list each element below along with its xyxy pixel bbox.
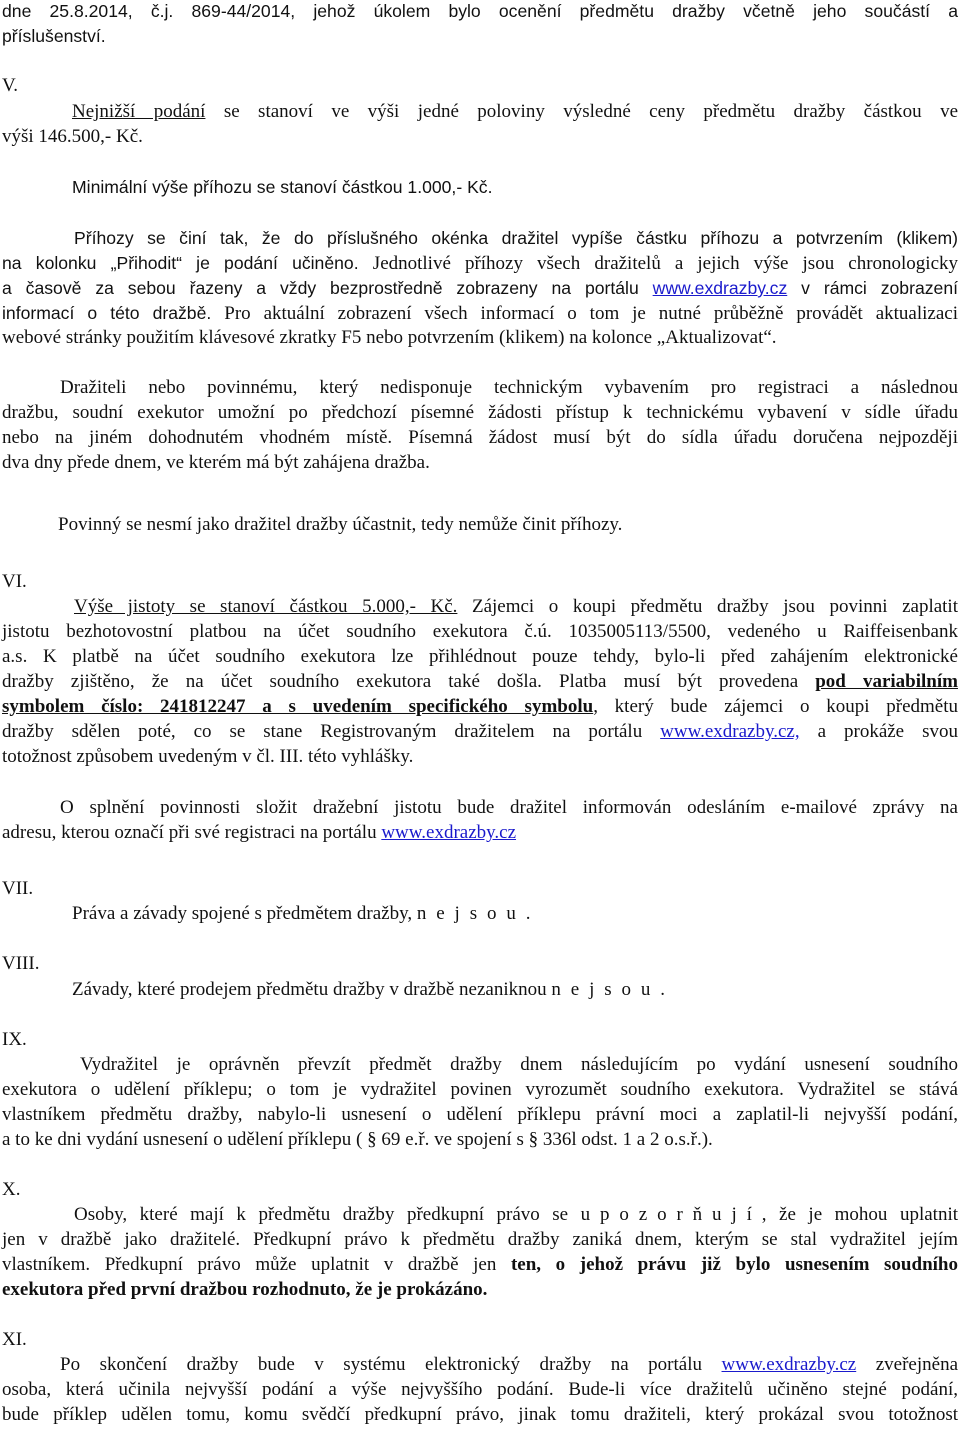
exdrazby-link-2[interactable]: www.exdrazby.cz, [660, 721, 800, 742]
sec5-p4-line1: Dražiteli nebo povinnému, který nedisponuje technickým vybavením pro registraci a následnou [60, 377, 958, 398]
sec11-line3: bude příklep udělen tomu, komu svědčí předkupní právo, jinak tomu dražiteli, který prokázal svou totožnost [2, 1404, 958, 1425]
sec5-heading: V. [2, 75, 19, 96]
sec7-text-main: Práva a závady spojené s předmětem dražby, [72, 903, 417, 924]
sec10-line3-bold: ten, o jehož právu již bylo usnesením soudního [510, 1254, 958, 1275]
sec7-heading: VII. [2, 878, 34, 899]
sec5-p3-line3a: a časově za sebou řazeny a vždy bezprostředně zobrazeny na portálu [2, 278, 653, 298]
sec6-line6a: dražby sdělen poté, co se stane Registrovaným dražitelem na portálu [2, 721, 661, 742]
sec6-p2-line2 [2, 822, 516, 844]
sec5-p3-line4b: Pro aktuální zobrazení všech informací o tom je nutné průběžně provádět aktualizaci [224, 303, 958, 324]
sec6-line7: totožnost způsobem uvedeným v čl. III. této vyhlášky. [2, 746, 414, 767]
sec7-spaced: nejsou. [416, 903, 541, 924]
sec11-heading: XI. [2, 1329, 27, 1350]
sec5-p1-line1 [2, 101, 958, 123]
sec11-line1a: Po skončení dražby bude v systému elektronický dražby na portálu [60, 1354, 722, 1375]
sec9-line2: exekutora o udělení příklepu; o tom je vydražitel povinen vyrozumět soudního exekutora. Vydražitel se stává [2, 1079, 958, 1100]
sec4-line2: příslušenství. [2, 26, 106, 46]
sec5-p3-line4a: informací o této dražbě. [2, 303, 225, 323]
sec10-line2: jen v dražbě jako dražitelé. Předkupní právo k předmětu dražby zaniká dnem, kterým se stal vydražitel jejím [2, 1229, 958, 1250]
sec5-p4-line4: dva dny přede dnem, ve kterém má být zahájena dražba. [2, 452, 430, 473]
sec10-line4: exekutora před první dražbou rozhodnuto, že je prokázáno. [2, 1279, 488, 1300]
sec5-p3-line4 [2, 302, 958, 325]
sec6-p2-line1: O splnění povinnosti složit dražební jistotu bude dražitel informován odesláním e-mailové zprávy na [60, 797, 958, 818]
sec6-line6b: a prokáže svou [799, 721, 958, 742]
sec6-p2-line2a: adresu, kterou označí při své registraci na portálu [2, 822, 382, 843]
sec5-p5: Povinný se nesmí jako dražitel dražby účastnit, tedy nemůže činit příhozy. [58, 514, 623, 535]
sec11-line1 [2, 1354, 958, 1376]
sec9-line4: a to ke dni vydání usnesení o udělení příklepu ( § 69 e.ř. ve spojení s § 336l odst. 1 a 2 o.s.ř.). [2, 1129, 713, 1150]
sec5-p4-line2: dražbu, soudní exekutor umožní po předchozí písemné žádosti přístup k technickému vybavení v sídle úřadu [2, 402, 958, 423]
sec9-heading: IX. [2, 1029, 27, 1050]
sec10-line1 [2, 1204, 958, 1226]
sec8-text [72, 979, 675, 1001]
sec6-line4a: dražby zjištěno, že na účet soudního exekutora také došla. Platba musí být provedena [2, 671, 816, 692]
sec6-line4 [2, 671, 958, 693]
sec10-spaced: upozorňují [580, 1204, 762, 1225]
sec5-p4-line3: nebo na jiném dohodnutém vhodném místě. Písemná žádost musí být do sídla úřadu doručena nejpozději [2, 427, 958, 448]
variable-symbol-label: pod variabilním [815, 671, 958, 692]
exdrazby-link-3[interactable]: www.exdrazby.cz [381, 822, 517, 843]
sec6-line5-rest: , který bude zájemci o koupi předmětu [593, 696, 958, 717]
sec8-text-main: Závady, které prodejem předmětu dražby v dražbě nezaniknou [72, 979, 552, 1000]
variable-symbol-number: symbolem číslo: 241812247 a s uvedením specifického symbolu [2, 696, 594, 717]
deposit-amount: Výše jistoty se stanoví částkou 5.000,- Kč. [74, 596, 458, 617]
sec10-heading: X. [2, 1179, 21, 1200]
sec10-line3a: vlastníkem. Předkupní právo může uplatnit v dražbě jen [2, 1254, 511, 1275]
sec6-line1-rest: Zájemci o koupi předmětu dražby jsou povinni zaplatit [457, 596, 958, 617]
sec6-line3: a.s. K platbě na účet soudního exekutora lze přihlédnout pouze tehdy, bylo-li před zahájením elektronické [2, 646, 958, 667]
sec5-p3-line5: webové stránky použitím klávesové zkratky F5 nebo potvrzením (klikem) na kolonce „Aktualizovat“. [2, 327, 777, 348]
sec10-line1b: , že je mohou uplatnit [761, 1204, 959, 1225]
sec11-line2: osoba, která učinila nejvyšší podání a výše nejvyššího podání. Bude-li více dražitelů učiněno stejné podání, [2, 1379, 958, 1400]
sec5-p3-line2 [2, 252, 958, 275]
sec5-min-increment: Minimální výše příhozu se stanoví částkou 1.000,- Kč. [72, 177, 493, 197]
sec7-text [72, 903, 540, 925]
sec6-heading: VI. [2, 571, 27, 592]
sec5-p1-line2: výši 146.500,- Kč. [2, 126, 143, 147]
sec6-line6 [2, 721, 958, 743]
sec8-heading: VIII. [2, 953, 40, 974]
lowest-bid-term: Nejnižší podání [72, 101, 206, 122]
sec5-p1-rest: se stanoví ve výši jedné poloviny výsledné ceny předmětu dražby částkou ve [205, 101, 959, 122]
sec5-p3-line2b: Jednotlivé příhozy všech dražitelů a jejich výše jsou chronologicky [372, 253, 959, 274]
sec5-p3-line3 [2, 277, 958, 299]
sec9-line3: vlastníkem předmětu dražby, nabylo-li usnesení o udělení příklepu právní moci a zaplatil-li nejvyšší podání, [2, 1104, 958, 1125]
sec11-line1b: zveřejněna [856, 1354, 958, 1375]
sec5-p3-line3b: v rámci zobrazení [787, 278, 958, 298]
sec6-line5 [2, 696, 958, 718]
sec4-line1: dne 25.8.2014, č.j. 869-44/2014, jehož úkolem bylo ocenění předmětu dražby včetně jeho součástí a [2, 1, 958, 21]
sec10-line3 [2, 1254, 958, 1276]
sec6-line2: jistotu bezhotovostní platbou na účet soudního exekutora č.ú. 1035005113/5500, vedeného u Raiffeisenbank [2, 621, 958, 642]
sec5-p3-line2a: na kolonku „Přihodit“ je podání učiněno. [2, 253, 373, 273]
sec10-line1a: Osoby, které mají k předmětu dražby předkupní právo se [74, 1204, 581, 1225]
sec9-line1: Vydražitel je oprávněn převzít předmět dražby dnem následujícím po vydání usnesení soudního [80, 1054, 958, 1075]
sec5-p3-line1: Příhozy se činí tak, že do příslušného okénka dražitel vypíše částku příhozu a potvrzením (klikem) [74, 228, 958, 248]
sec8-spaced: nejsou. [551, 979, 675, 1000]
sec6-line1 [2, 596, 958, 618]
exdrazby-link-1[interactable]: www.exdrazby.cz [652, 278, 788, 298]
exdrazby-link-4[interactable]: www.exdrazby.cz [721, 1354, 857, 1375]
